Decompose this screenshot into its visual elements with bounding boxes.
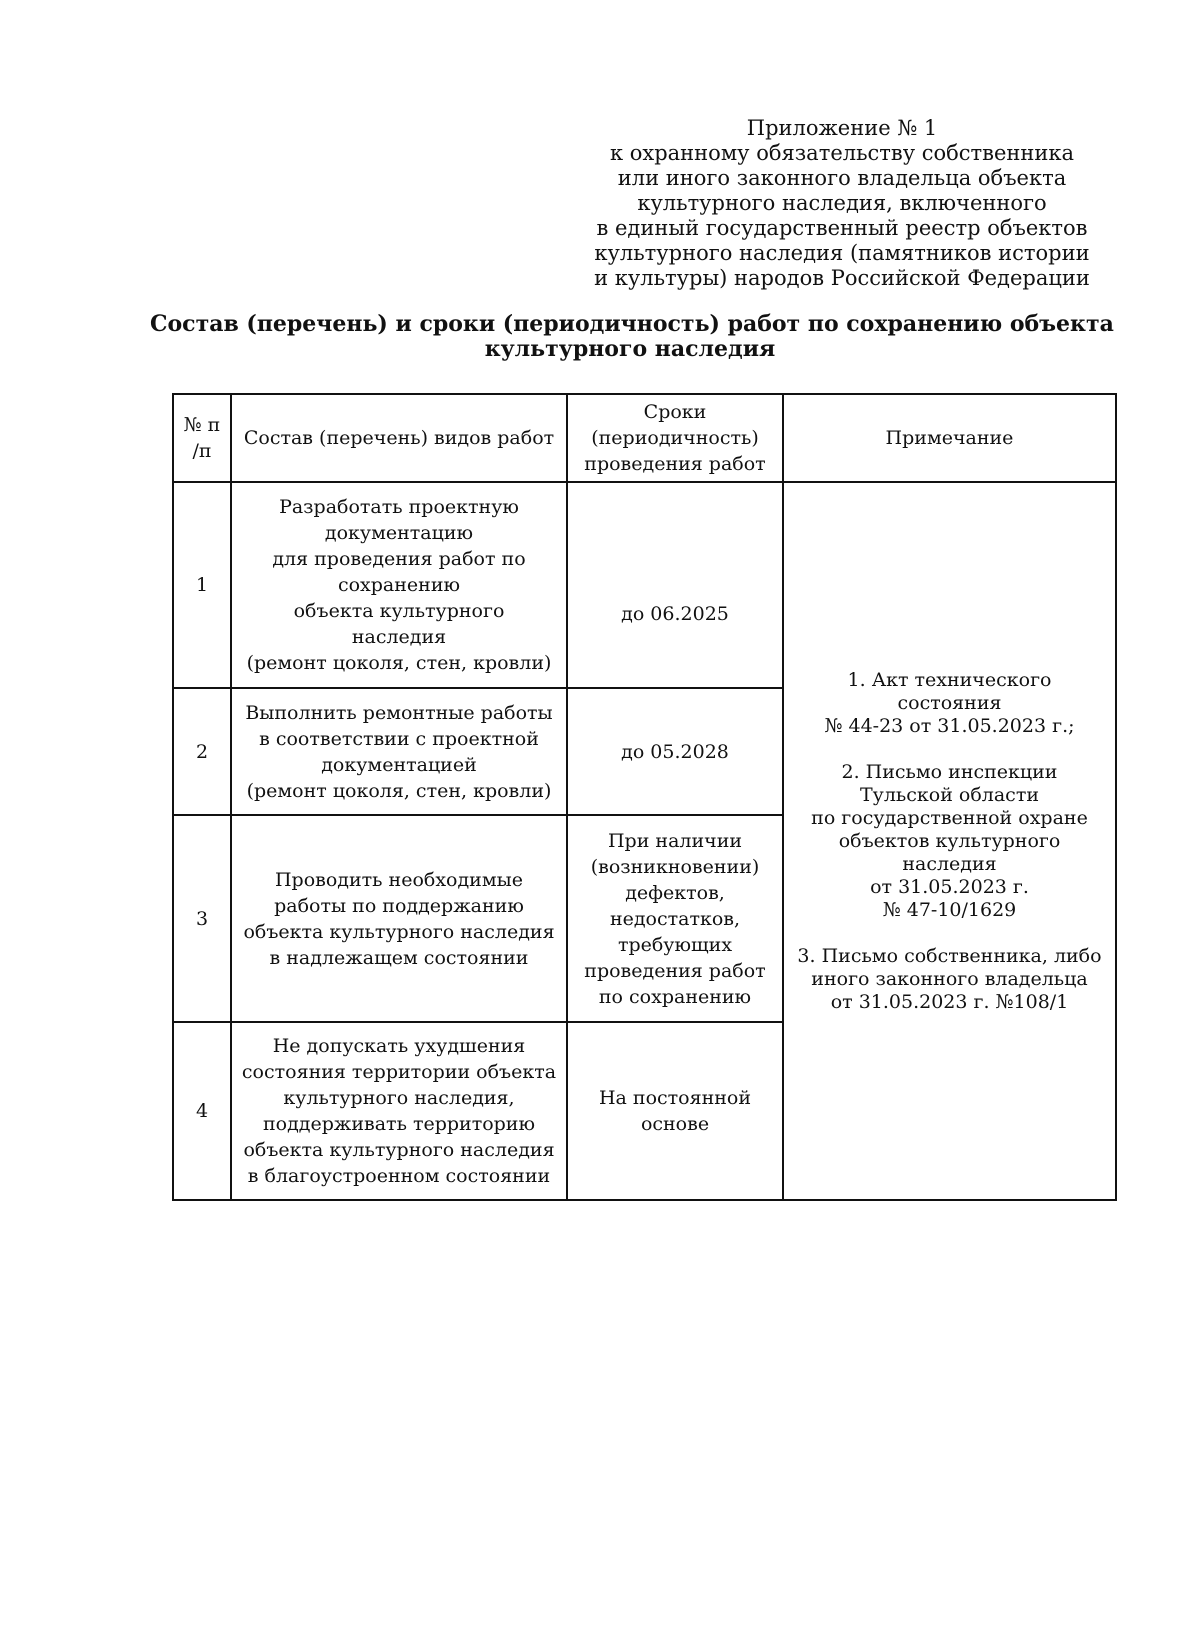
row-number: 1 bbox=[173, 482, 231, 688]
appendix-line: или иного законного владельца объекта bbox=[617, 166, 1067, 190]
appendix-header bbox=[572, 116, 1112, 291]
appendix-line: Приложение № 1 bbox=[746, 116, 938, 140]
row-work: Не допускать ухудшения состояния территории объекта культурного наследия, поддерживать территорию объекта культурного наследия в благоустроенном состоянии bbox=[231, 1022, 567, 1200]
row-term: При наличии (возникновении) дефектов, недостатков, требующих проведения работ по сохранению bbox=[567, 815, 783, 1022]
row-work: Проводить необходимые работы по поддержанию объекта культурного наследия в надлежащем состоянии bbox=[231, 815, 567, 1022]
header-note: Примечание bbox=[783, 394, 1116, 482]
row-term: до 05.2028 bbox=[567, 688, 783, 815]
appendix-line: и культуры) народов Российской Федерации bbox=[594, 266, 1090, 290]
row-number: 3 bbox=[173, 815, 231, 1022]
row-note-merged: 1. Акт технического состояния № 44-23 от 31.05.2023 г.; 2. Письмо инспекции Тульской области по государственной охране объектов культурного наследия от 31.05.2023 г. № 47-10/1629 3. Письмо собственника, либо иного законного владельца от 31.05.2023 г. №108/1 bbox=[783, 482, 1116, 1200]
appendix-line: культурного наследия (памятников истории bbox=[594, 241, 1090, 265]
table-row bbox=[173, 482, 1116, 688]
title-line: культурного наследия bbox=[484, 336, 776, 362]
appendix-line: к охранному обязательству собственника bbox=[609, 141, 1075, 165]
title-line: Состав (перечень) и сроки (периодичность) работ по сохранению объекта bbox=[150, 311, 1114, 337]
row-term: На постоянной основе bbox=[567, 1022, 783, 1200]
works-table bbox=[172, 393, 1117, 1201]
row-work: Разработать проектную документацию для проведения работ по сохранению объекта культурного наследия (ремонт цоколя, стен, кровли) bbox=[231, 482, 567, 688]
table-header-row bbox=[173, 394, 1116, 482]
header-work: Состав (перечень) видов работ bbox=[231, 394, 567, 482]
header-term: Сроки (периодичность) проведения работ bbox=[567, 394, 783, 482]
header-number: № п /п bbox=[173, 394, 231, 482]
row-number: 2 bbox=[173, 688, 231, 815]
row-number: 4 bbox=[173, 1022, 231, 1200]
row-work: Выполнить ремонтные работы в соответствии с проектной документацией (ремонт цоколя, стен, кровли) bbox=[231, 688, 567, 815]
document-title bbox=[150, 311, 1114, 362]
appendix-line: в единый государственный реестр объектов bbox=[596, 216, 1088, 240]
row-term: до 06.2025 bbox=[567, 482, 783, 688]
appendix-line: культурного наследия, включенного bbox=[637, 191, 1047, 215]
